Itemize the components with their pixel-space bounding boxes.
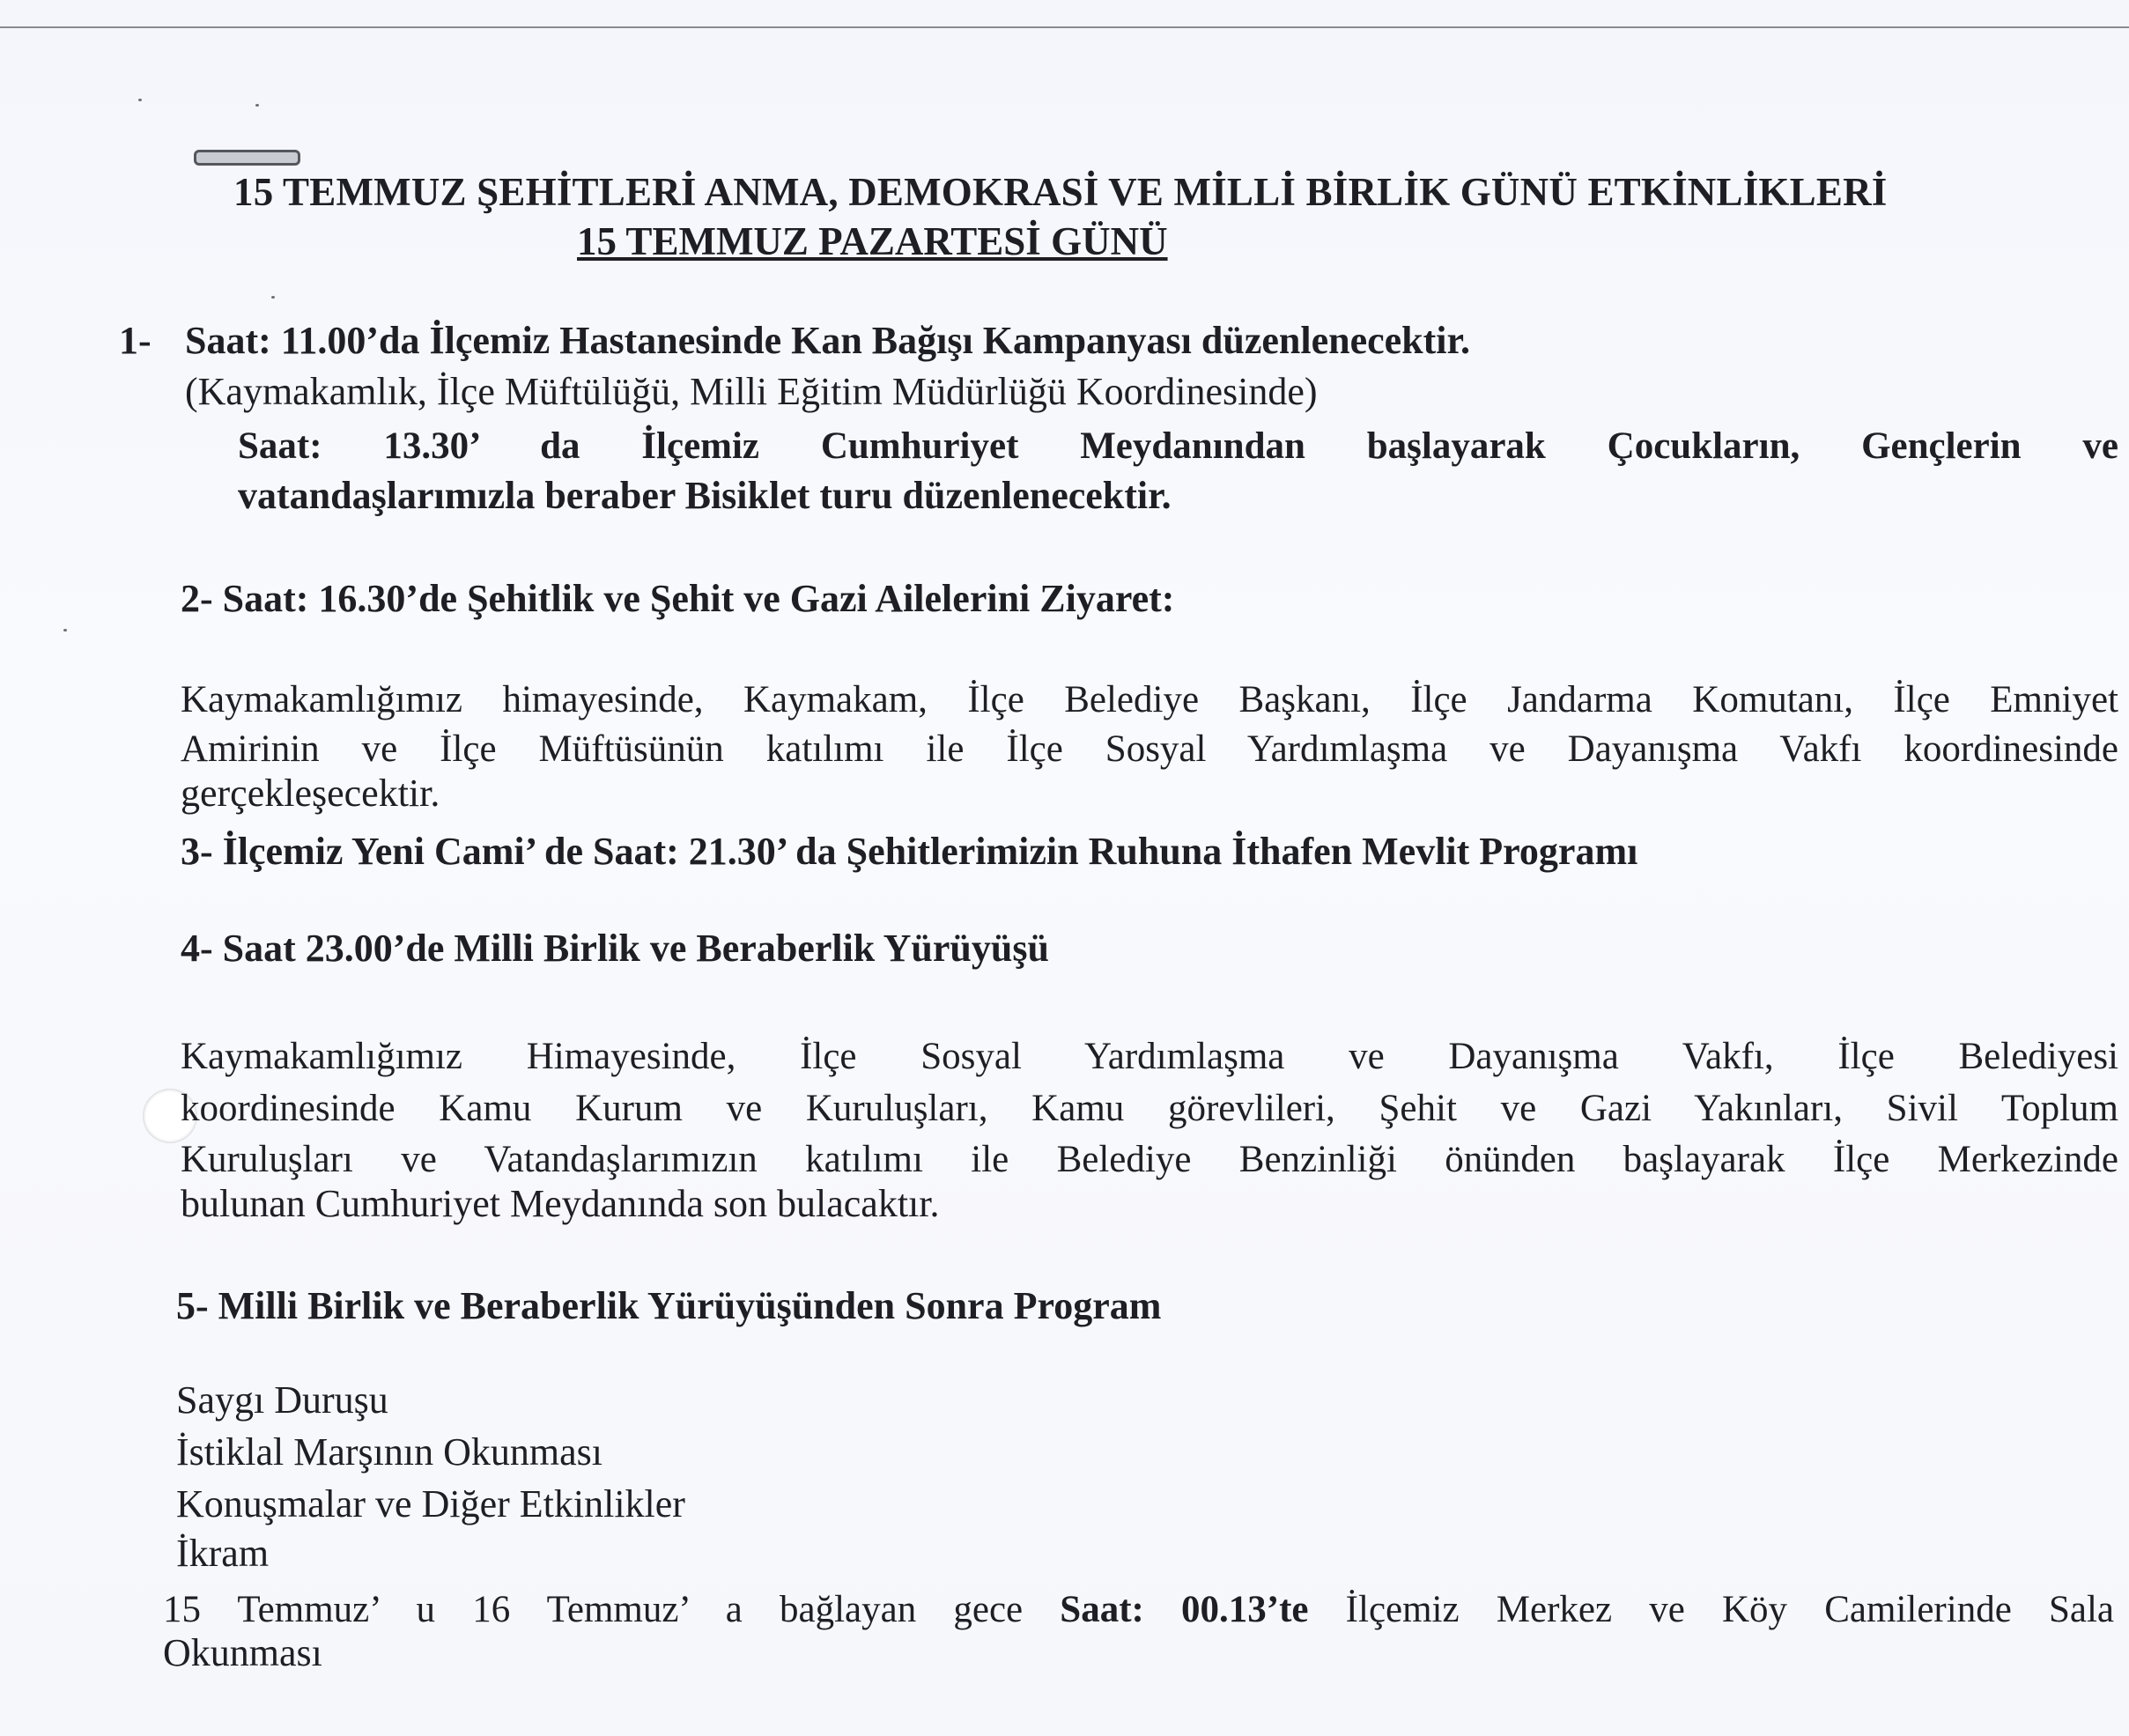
scan-speck [138,99,142,101]
closing-text-start: 15 Temmuz’ u 16 Temmuz’ a bağlayan gece [163,1589,1061,1630]
item1-bike-line1: Saat: 13.30’ da İlçemiz Cumhuriyet Meydanından başlayarak Çocukların, Gençlerin ve [238,425,2118,467]
item2-body-line1: Kaymakamlığımız himayesinde, Kaymakam, İlçe Belediye Başkanı, İlçe Jandarma Komutanı, İlçe Emniyet [181,679,2118,720]
scan-speck [63,629,67,632]
program-item: İkram [176,1532,270,1575]
closing-line2: Okunması [163,1631,322,1674]
item4-heading: 4- Saat 23.00’de Milli Birlik ve Beraberlik Yürüyüşü [181,927,1049,970]
program-item: İstiklal Marşının Okunması [176,1430,602,1474]
item4-body-line2: koordinesinde Kamu Kurum ve Kuruluşları, Kamu görevlileri, Şehit ve Gazi Yakınları, Sivil Toplum [181,1088,2118,1129]
closing-line1 [163,1588,2114,1632]
item3-heading: 3- İlçemiz Yeni Cami’ de Saat: 21.30’ da Şehitlerimizin Ruhuna İthafen Mevlit Programı [181,830,1638,873]
item2-body-line3: gerçekleşecektir. [181,772,440,815]
item1-bike-line2: vatandaşlarımızla beraber Bisiklet turu düzenlenecektir. [238,474,1172,517]
item1-number: 1- [119,319,152,362]
item4-body-line3: Kuruluşları ve Vatandaşlarımızın katılımı ile Belediye Benzinliği önünden başlayarak İlçe Merkezinde [181,1139,2118,1180]
scan-speck [255,104,259,107]
closing-time: Saat: 00.13’te [1060,1589,1309,1630]
item4-body-line1: Kaymakamlığımız Himayesinde, İlçe Sosyal Yardımlaşma ve Dayanışma Vakfı, İlçe Belediyesi [181,1036,2118,1077]
program-item: Konuşmalar ve Diğer Etkinlikler [176,1482,685,1525]
item5-heading: 5- Milli Birlik ve Beraberlik Yürüyüşünden Sonra Program [176,1284,1162,1327]
program-item: Saygı Duruşu [176,1378,388,1422]
document-subtitle: 15 TEMMUZ PAZARTESİ GÜNÜ [577,219,1168,263]
item2-heading: 2- Saat: 16.30’de Şehitlik ve Şehit ve Gazi Ailelerini Ziyaret: [181,577,1175,620]
closing-text-end: İlçemiz Merkez ve Köy Camilerinde Sala [1308,1589,2114,1630]
document-title: 15 TEMMUZ ŞEHİTLERİ ANMA, DEMOKRASİ VE MİLLİ BİRLİK GÜNÜ ETKİNLİKLERİ [233,170,1888,214]
staple-mark [194,150,300,166]
paper-top-edge [0,26,2129,28]
item1-note: (Kaymakamlık, İlçe Müftülüğü, Milli Eğitim Müdürlüğü Koordinesinde) [185,370,1318,413]
item4-body-line4: bulunan Cumhuriyet Meydanında son bulacaktır. [181,1182,940,1225]
item2-body-line2: Amirinin ve İlçe Müftüsünün katılımı ile İlçe Sosyal Yardımlaşma ve Dayanışma Vakfı koordinesinde [181,728,2118,770]
item1-heading: Saat: 11.00’da İlçemiz Hastanesinde Kan Bağışı Kampanyası düzenlenecektir. [185,319,1471,362]
scan-speck [271,296,275,299]
